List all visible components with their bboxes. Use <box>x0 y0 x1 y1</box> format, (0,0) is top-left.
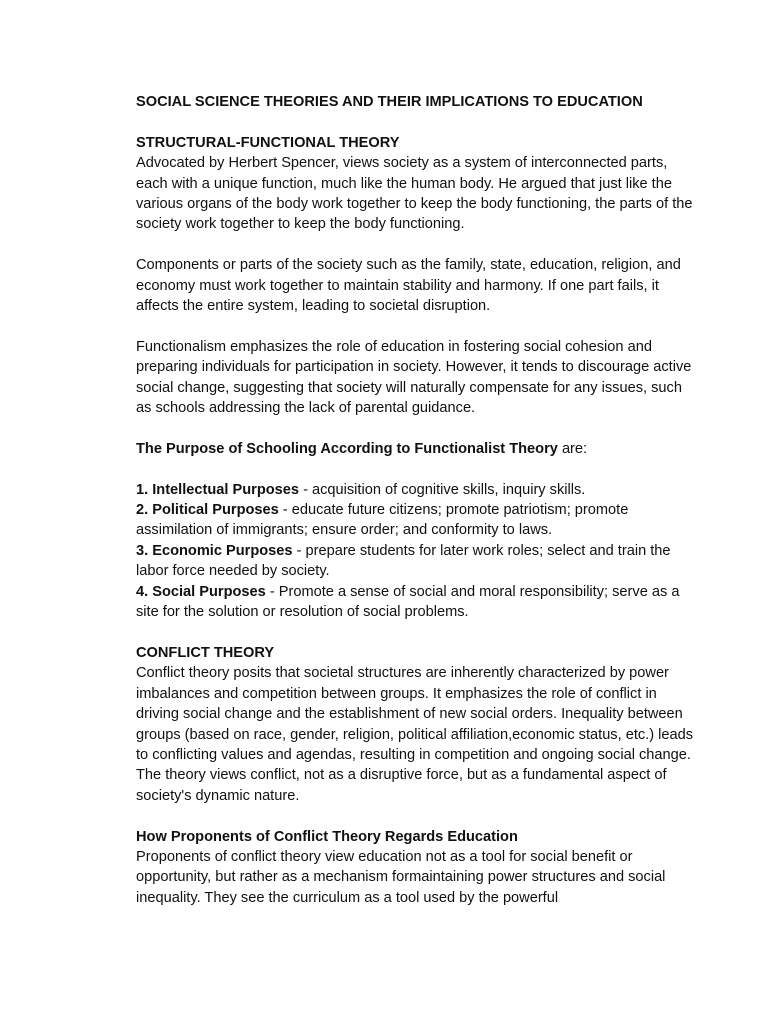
purpose-item-social <box>136 582 696 623</box>
purpose-item-label: 1. Intellectual Purposes <box>136 481 300 498</box>
purpose-item-text: - educate future citizens; promote patriotism; promote assimilation of immigrants; ensure order; and conformity to laws. <box>136 502 629 539</box>
paragraph-structural-1: Advocated by Herbert Spencer, views society as a system of interconnected parts, each with a unique function, much like the human body. He argued that just like the various organs of the body work together to keep the body functioning, the parts of the society work together to keep the body functioning. <box>136 155 693 233</box>
paragraph-conflict-1: Conflict theory posits that societal structures are inherently characterized by power imbalances and competition between groups. It emphasizes the role of conflict in driving social change and the establishment of new social orders. Inequality between groups (based on race, gender, religion, political affiliation,economic status, etc.) leads to conflicting values and agendas, resulting in competition and ongoing social change. The theory views conflict, not as a disruptive force, but as a fundamental aspect of society's dynamic nature. <box>136 665 694 804</box>
purpose-intro-bold: The Purpose of Schooling According to Functionalist Theory <box>136 440 558 457</box>
purpose-item-political <box>136 500 696 541</box>
purpose-item-label: 3. Economic Purposes <box>136 542 293 559</box>
purpose-item-intellectual <box>136 480 696 500</box>
paragraph-conflict-2: Proponents of conflict theory view education not as a tool for social benefit or opportunity, but rather as a mechanism formaintaining power structures and social inequality. They see the curriculum as a tool used by the powerful <box>136 848 666 906</box>
document-page <box>136 92 696 929</box>
section-heading-structural: STRUCTURAL-FUNCTIONAL THEORY <box>136 134 400 151</box>
purpose-item-text: - prepare students for later work roles; select and train the labor force needed by society. <box>136 542 671 580</box>
paragraph-structural-3: Functionalism emphasizes the role of education in fostering social cohesion and preparing individuals for participation in society. However, it tends to discourage active social change, suggesting that society will naturally compensate for any issues, such as schools addressing the lack of parental guidance. <box>136 338 692 417</box>
purpose-item-label: 4. Social Purposes <box>136 583 266 600</box>
purpose-item-text: - Promote a sense of social and moral responsibility; serve as a site for the solution or resolution of social problems. <box>136 583 680 621</box>
purpose-intro <box>136 439 696 459</box>
purpose-item-economic <box>136 541 696 582</box>
section-heading-conflict: CONFLICT THEORY <box>136 644 275 661</box>
purpose-item-text: - acquisition of cognitive skills, inquiry skills. <box>299 481 586 498</box>
document-title: SOCIAL SCIENCE THEORIES AND THEIR IMPLICATIONS TO EDUCATION <box>136 94 643 110</box>
paragraph-structural-2: Components or parts of the society such as the family, state, education, religion, and economy must work together to maintain stability and harmony. If one part fails, it affects the entire system, leading to societal disruption. <box>136 257 681 315</box>
subheading-conflict-education: How Proponents of Conflict Theory Regards Education <box>136 828 518 845</box>
purpose-intro-rest: are: <box>557 440 588 457</box>
purpose-list <box>136 480 696 623</box>
purpose-item-label: 2. Political Purposes <box>136 502 279 519</box>
